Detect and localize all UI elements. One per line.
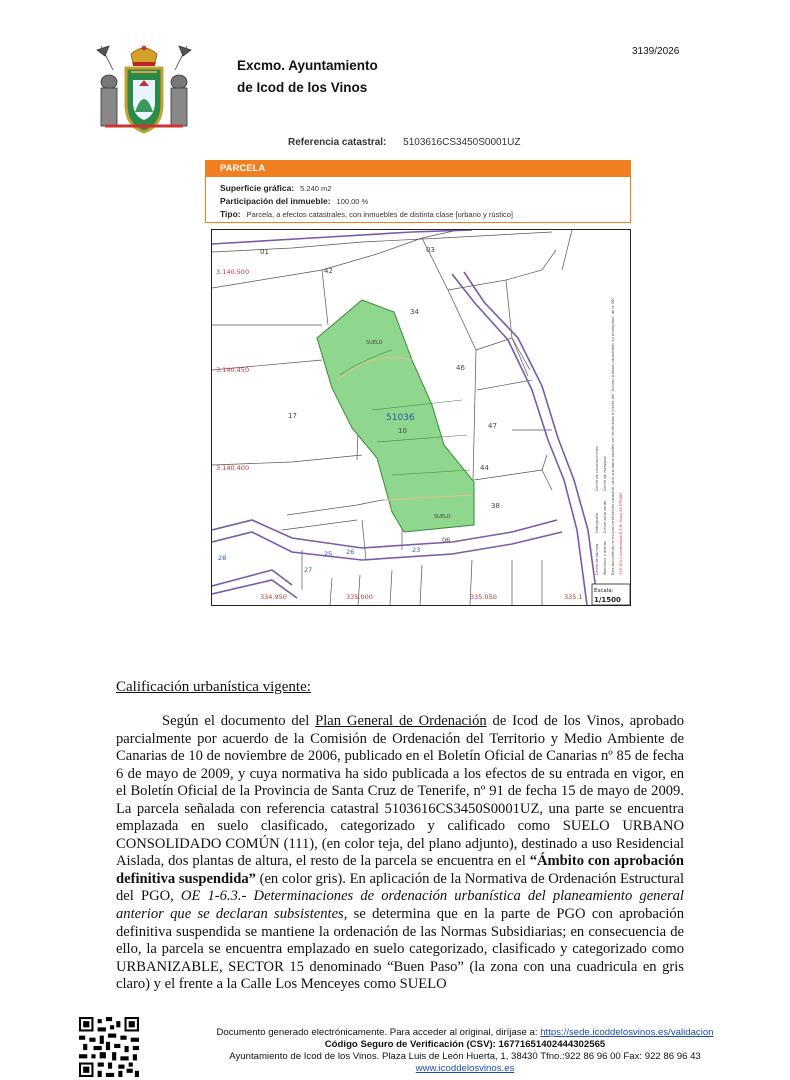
plan-general-reference: Plan General de Ordenación (315, 713, 487, 729)
parcel-section-header (205, 160, 630, 177)
footer-line-4 (140, 1063, 790, 1074)
paragraph-start: Según el documento del (162, 713, 316, 729)
paragraph-text-3: , se determina que en la parte de PGO con aprobación definitiva suspendida se mantiene la ordenación de las Normas Subsidiarias; en consecuencia de ello, la parcela se encuentra emplazado en suelo categorizado, clasificado y categorizado como URBANIZABLE, SECTOR 15 denominado “Buen Paso” (la zona con una cuadricula en gris claro) y el frente a la Calle Los Menceyes como SUELO (116, 906, 684, 993)
institution-name-line1: Excmo. Ayuntamiento (237, 58, 378, 73)
map-parcel-34: 34 (410, 308, 419, 316)
map-x-coord-3: 335.050 (470, 593, 497, 601)
map-x-coord-1: 334.950 (260, 593, 287, 601)
map-legend-line-3: Límite de construcciones (595, 446, 599, 491)
footer-csv-code: Código Seguro de Verificación (CSV): 16771651402444302565 (324, 1039, 606, 1050)
surface-label: Superficie gráfica: (220, 183, 295, 193)
map-parcel-44: 44 (480, 464, 489, 472)
map-road-27: 27 (304, 566, 313, 574)
map-parcel-42: 42 (324, 267, 333, 275)
map-y-coord-2: 3.140.450 (216, 366, 250, 374)
map-parcel-17: 17 (288, 412, 297, 420)
map-x-coord-4: 335.1 (564, 593, 583, 601)
footer-address: Ayuntamiento de Icod de los Vinos. Plaza Luis de León Huerta, 1, 38430 Tfno.:922 86 96 00 Fax: 922 86 96 43 (229, 1051, 701, 1062)
map-y-coord-1: 3.140.500 (216, 268, 250, 276)
type-label: Tipo: (220, 209, 241, 219)
map-legend-line-2: Hidrografía (595, 512, 599, 533)
map-parcel-47: 47 (488, 422, 497, 430)
document-number: 3139/2026 (632, 46, 680, 57)
map-y-coord-3: 3.140.400 (216, 464, 250, 472)
map-parcel-03: 03 (426, 246, 435, 254)
map-legend-line-6: Límite de manzana (603, 456, 607, 491)
parcel-section-title: PARCELA (220, 163, 266, 174)
map-legend-line-5: Límite zona verde (603, 500, 607, 533)
map-parcel-38: 38 (491, 502, 500, 510)
map-scale-value: 1/1500 (594, 596, 621, 604)
participation-row (220, 196, 368, 206)
coat-of-arms-logo (93, 42, 195, 138)
cadastral-map (211, 229, 631, 606)
participation-value: 100,00 % (336, 197, 369, 206)
surface-row (220, 183, 331, 193)
map-zone-label-1: SUELO (366, 340, 383, 346)
map-parcel-10: 10 (398, 427, 407, 435)
map-road-25: 25 (324, 550, 333, 558)
validation-link[interactable]: https://sede.icoddelosvinos.es/validacion (540, 1027, 714, 1038)
map-road-23: 23 (412, 546, 421, 554)
qr-code-icon (79, 1017, 139, 1077)
paragraph-text-2: (en color gris). En aplicación de la Normativa de Ordenación Estructural del PGO, (116, 870, 684, 905)
footer-validation-text: Documento generado electrónicamente. Para acceder al original, diríjase a: (216, 1027, 541, 1038)
map-legend-line-1: Límite de parcela (595, 543, 599, 575)
map-road-06: 06 (442, 536, 451, 544)
map-parcel-01: 01 (260, 248, 269, 256)
participation-label: Participación del inmueble: (220, 196, 331, 206)
map-legend-note: Este documento no es una certificación catastral, pero sus datos pueden ser verificados a través del "Acceso a datos catastrales no protegidos" de la SEC (611, 297, 615, 575)
website-link[interactable]: www.icoddelosvinos.es (415, 1063, 515, 1074)
map-road-26: 26 (346, 548, 355, 556)
institution-name-line2: de Icod de los Vinos (237, 80, 368, 95)
map-parcel-46: 46 (456, 364, 465, 372)
paragraph-italic-text: OE 1-6.3.- Determinaciones de ordenación urbanística del planeamiento general anterior que se declaran subsistentes (116, 888, 684, 923)
catastral-reference-label: Referencia catastral: (288, 137, 387, 148)
catastral-reference (288, 137, 521, 148)
map-scale-label: Escala: (594, 588, 614, 594)
paragraph-text-1: de Icod de los Vinos, aprobado parcialmente por acuerdo de la Comisión de Ordenación del Territorio y Medio Ambiente de Canarias de 10 de noviembre de 2006, publicado en el Boletín Oficial de Canarias nº 85 de fecha 6 de mayo de 2009, y cuya normativa ha sido publicada a los efectos de su entrada en vigor, en el Boletín Oficial de la Provincia de Santa Cruz de Tenerife, nº 91 de fecha 15 de mayo de 2009. La parcela señalada con referencia catastral 5103616CS3450S0001UZ, una parte se encuentra emplazada en suelo clasificado, categorizado y calificado como SUELO URBANO CONSOLIDADO COMÚN (111), (en color teja, del plano adjunto), destinado a uso Residencial Aislada, dos plantas de altura, el resto de la parcela se encuentra en el (116, 713, 684, 870)
map-x-coord-2: 335.000 (346, 593, 373, 601)
surface-value: 5.240 m2 (300, 184, 332, 193)
type-row (220, 209, 513, 219)
type-value: Parcela, a efectos catastrales, con inmuebles de distinta clase [urbano y rústico] (246, 210, 514, 219)
catastral-reference-value: 5103616CS3450S0001UZ (403, 137, 521, 148)
footer-line-1 (140, 1027, 790, 1038)
body-paragraph (116, 713, 684, 994)
map-parcel-code: 51036 (386, 413, 415, 423)
map-legend-projection: 335,100 Coordenadas U.T.M. Huso 28 ETRS89 (619, 492, 623, 575)
map-road-28: 28 (218, 554, 227, 562)
paragraph-bold-text: “Ámbito con aprobación definitiva suspendida” (116, 853, 684, 887)
map-zone-label-2: SUELO (434, 514, 451, 520)
map-legend-line-4: Mobiliario y aceras (603, 541, 607, 575)
section-heading: Calificación urbanística vigente: (116, 679, 311, 695)
